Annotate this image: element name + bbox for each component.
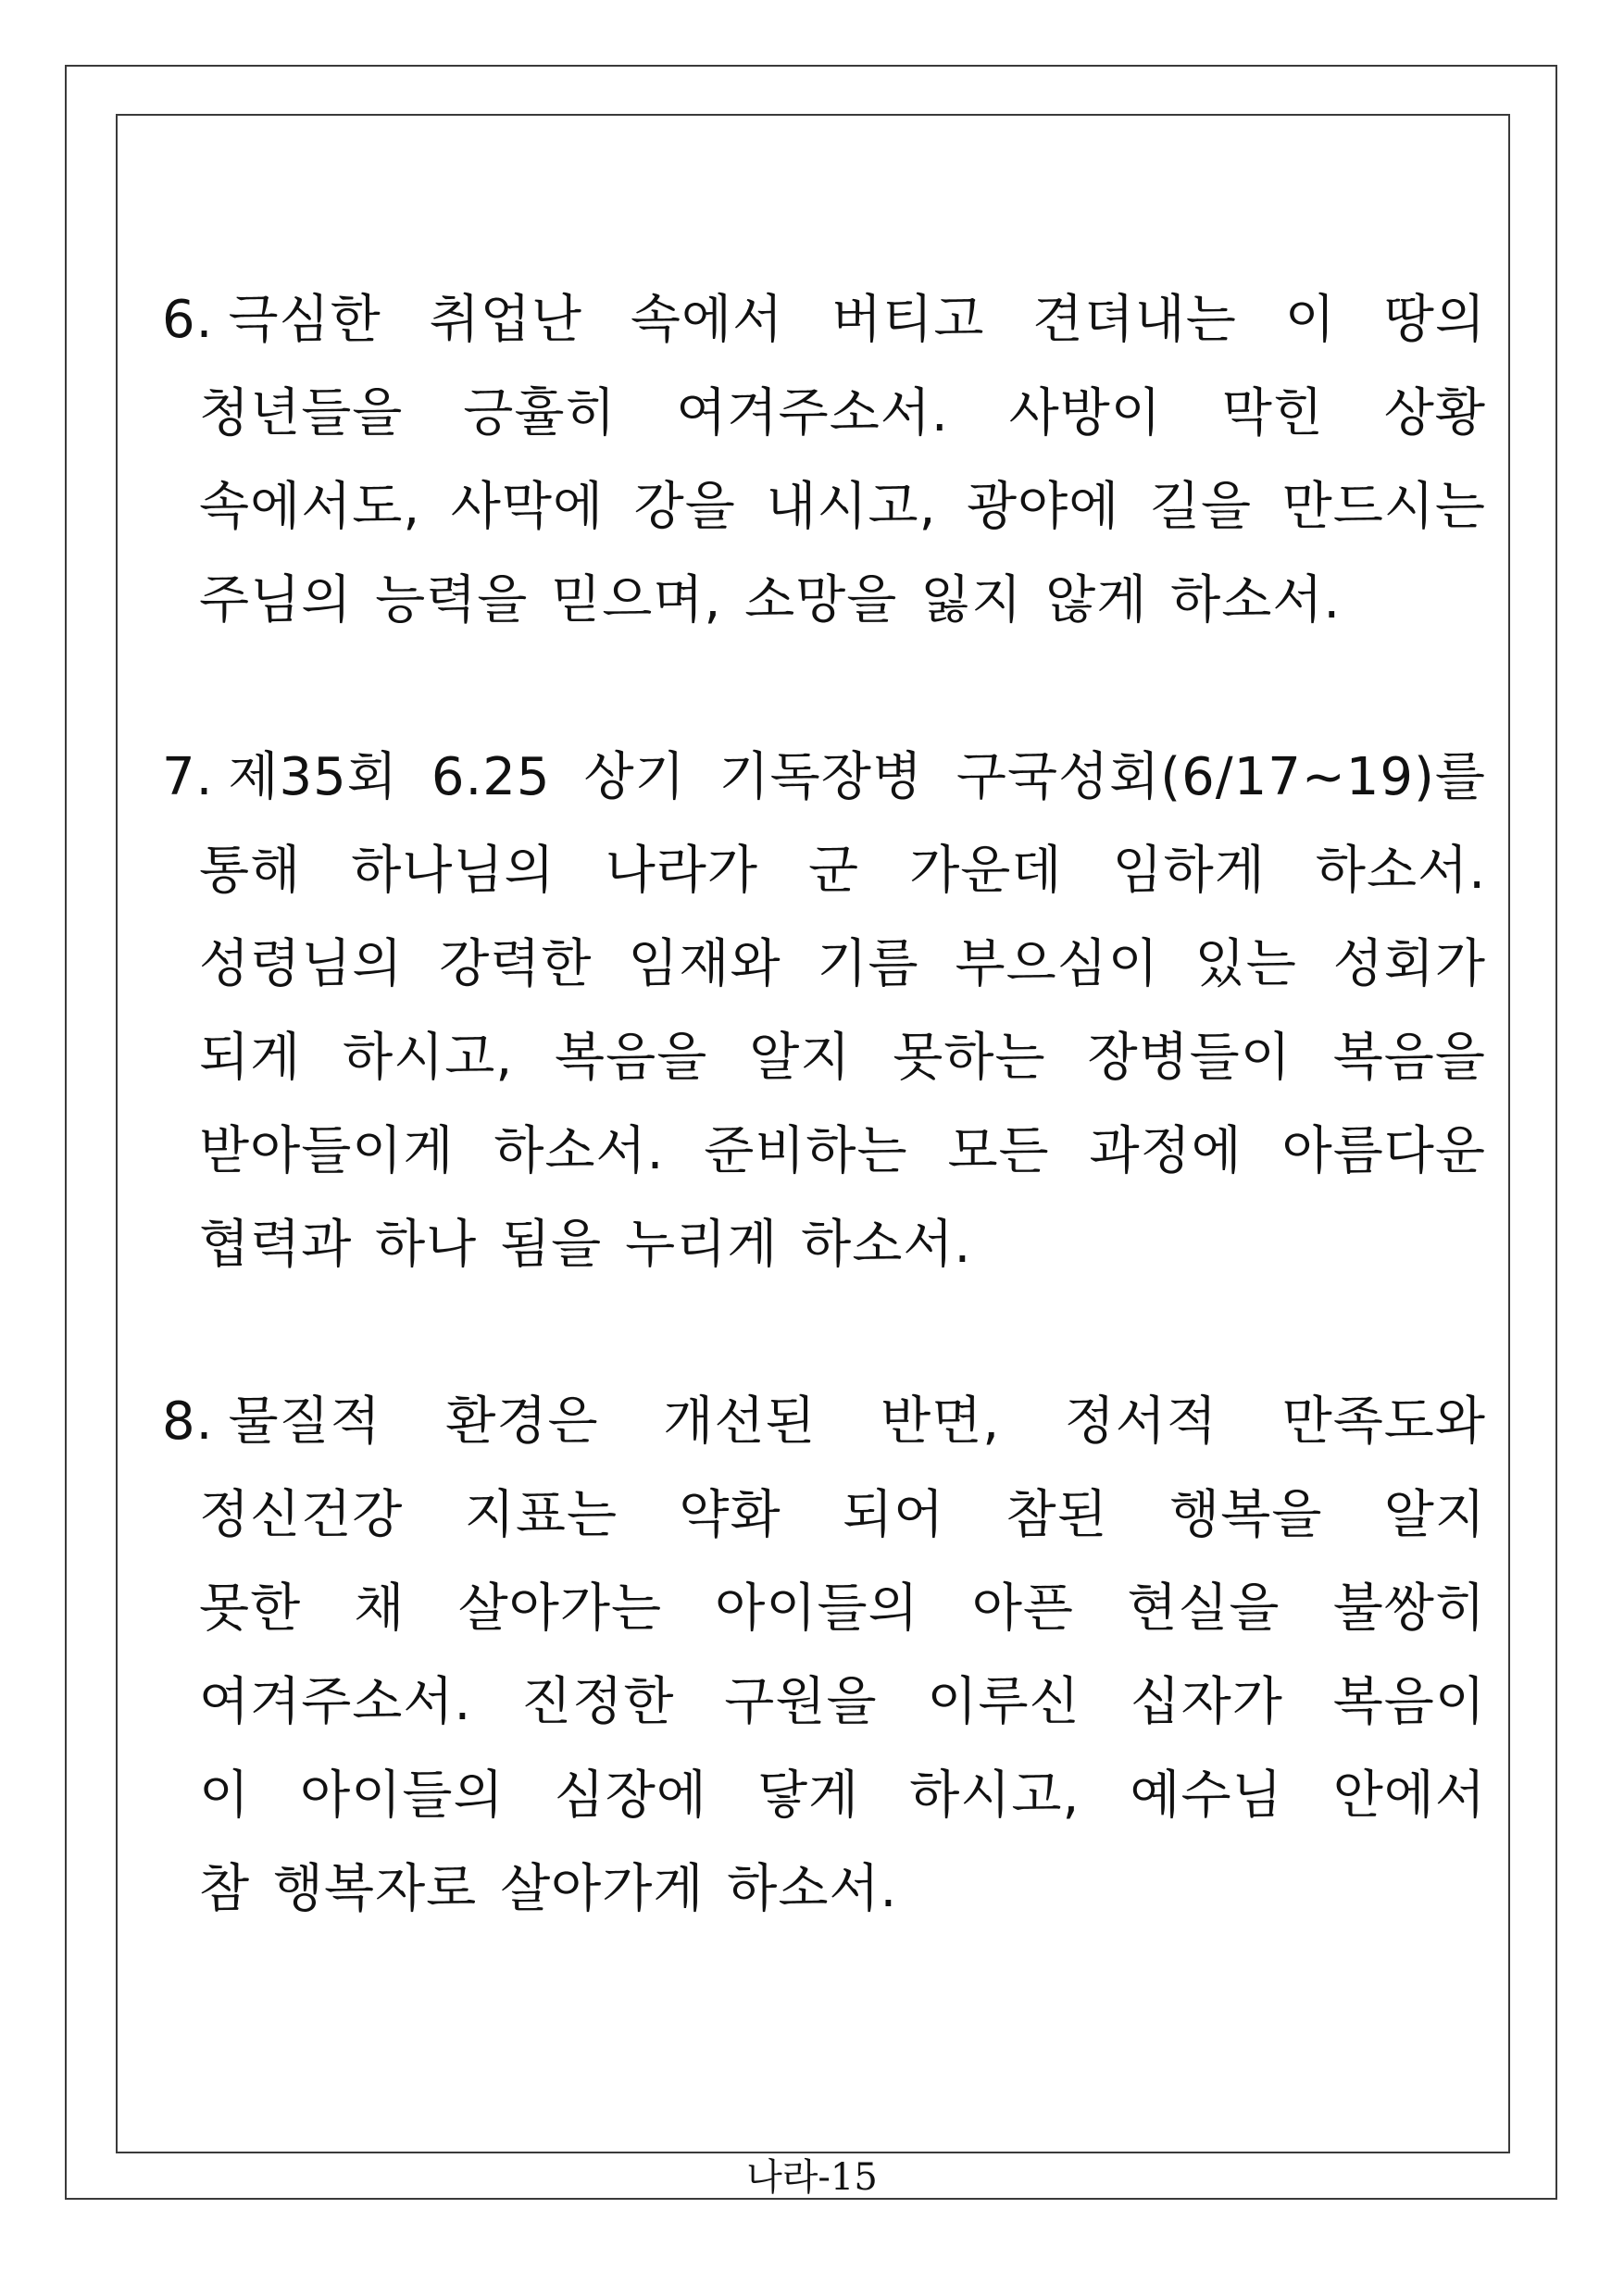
prayer-line: 통해 하나님의 나라가 군 가운데 임하게 하소서. xyxy=(199,841,1486,901)
prayer-line-text: 극심한 취업난 속에서 버티고 견뎌내는 이 땅의 xyxy=(228,290,1486,350)
prayer-line: 여겨주소서. 진정한 구원을 이루신 십자가 복음이 xyxy=(199,1672,1486,1732)
prayer-line: 받아들이게 하소서. 준비하는 모든 과정에 아름다운 xyxy=(199,1121,1486,1181)
prayer-line xyxy=(162,730,1486,824)
prayer-line: 못한 채 살아가는 아이들의 아픈 현실을 불쌍히 xyxy=(199,1578,1486,1639)
prayer-line: 이 아이들의 심장에 닿게 하시고, 예수님 안에서 xyxy=(199,1766,1486,1826)
prayer-line: 성령님의 강력한 임재와 기름 부으심이 있는 성회가 xyxy=(199,934,1486,994)
item-number: 8. xyxy=(162,1391,214,1452)
prayer-line xyxy=(162,273,1486,367)
prayer-list xyxy=(162,273,1486,2019)
prayer-item xyxy=(162,1375,1486,1936)
prayer-line-text: 물질적 환경은 개선된 반면, 정서적 만족도와 xyxy=(228,1391,1486,1452)
prayer-line-text: 제35회 6.25 상기 기독장병 구국성회(6/17~19)를 xyxy=(228,747,1486,807)
item-number: 7. xyxy=(162,747,214,807)
prayer-item xyxy=(162,730,1486,1292)
page-number: 나라-15 xyxy=(746,2156,878,2199)
prayer-line: 정신건강 지표는 약화 되어 참된 행복을 알지 xyxy=(199,1485,1486,1545)
prayer-line: 협력과 하나 됨을 누리게 하소서. xyxy=(199,1215,972,1275)
prayer-line xyxy=(162,1375,1486,1468)
item-number: 6. xyxy=(162,290,214,350)
prayer-line: 되게 하시고, 복음을 알지 못하는 장병들이 복음을 xyxy=(199,1028,1486,1088)
prayer-item xyxy=(162,273,1486,647)
prayer-line: 주님의 능력을 믿으며, 소망을 잃지 않게 하소서. xyxy=(199,570,1342,630)
prayer-line: 청년들을 긍휼히 여겨주소서. 사방이 막힌 상황 xyxy=(199,383,1486,443)
prayer-line: 참 행복자로 살아가게 하소서. xyxy=(199,1859,898,1919)
prayer-line: 속에서도, 사막에 강을 내시고, 광야에 길을 만드시는 xyxy=(199,477,1486,537)
